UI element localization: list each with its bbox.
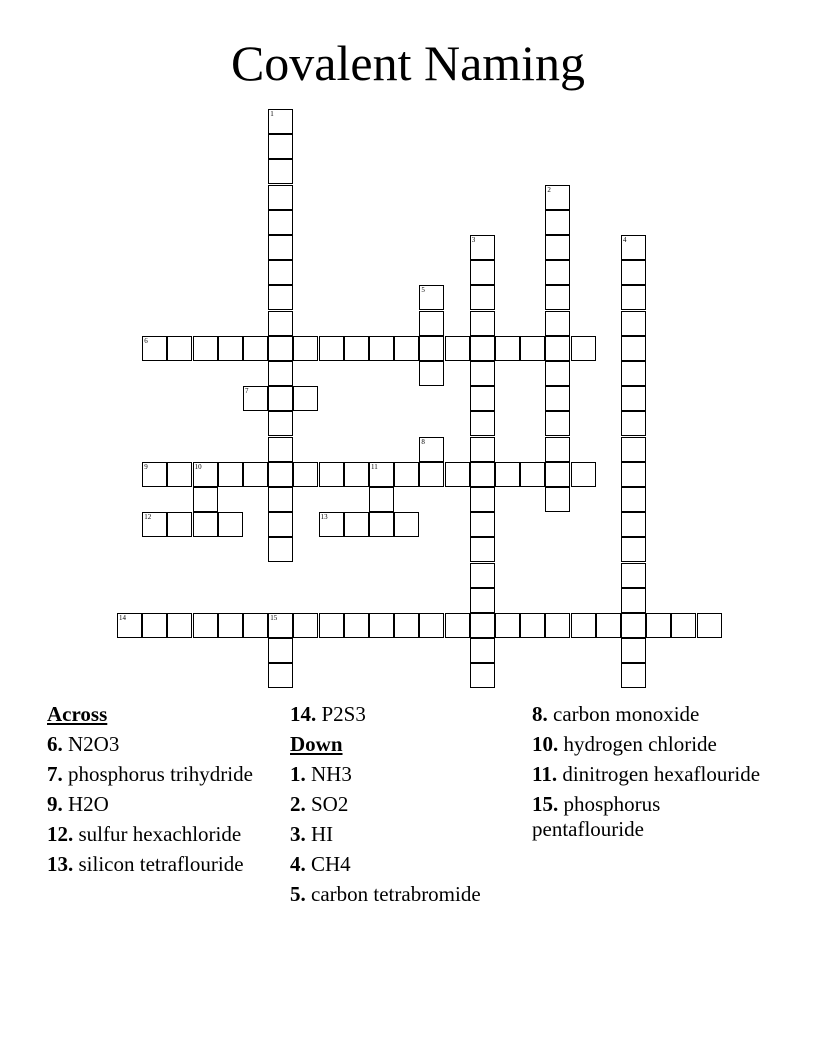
clue-across-14: [290, 702, 520, 727]
grid-cell[interactable]: [344, 336, 369, 361]
grid-cell[interactable]: [243, 386, 268, 411]
clue-text: phosphorus pentaflouride: [532, 792, 661, 841]
grid-cell[interactable]: [268, 386, 293, 411]
clue-down-15: [532, 792, 762, 842]
grid-cell[interactable]: [621, 285, 646, 310]
grid-cell[interactable]: [445, 462, 470, 487]
grid-cell[interactable]: [545, 487, 570, 512]
grid-cell[interactable]: [621, 411, 646, 436]
grid-cell[interactable]: [117, 613, 142, 638]
grid-cell[interactable]: [369, 487, 394, 512]
clue-number-label: 5: [421, 286, 425, 295]
clue-number: 6.: [47, 732, 63, 756]
grid-cell[interactable]: [621, 235, 646, 260]
clue-text: NH3: [311, 762, 352, 786]
grid-cell[interactable]: [545, 411, 570, 436]
grid-cell[interactable]: [470, 487, 495, 512]
grid-cell[interactable]: [596, 613, 621, 638]
grid-cell[interactable]: [369, 613, 394, 638]
grid-cell[interactable]: [495, 462, 520, 487]
down-heading: Down: [290, 732, 343, 756]
grid-cell[interactable]: [268, 210, 293, 235]
clue-number: 4.: [290, 852, 306, 876]
grid-cell[interactable]: [545, 311, 570, 336]
clue-number: 3.: [290, 822, 306, 846]
grid-cell[interactable]: [545, 210, 570, 235]
grid-cell[interactable]: [470, 311, 495, 336]
clue-number-label: 3: [471, 236, 476, 244]
grid-cell[interactable]: [193, 336, 218, 361]
grid-cell[interactable]: [268, 285, 293, 310]
clue-number-label: 11: [371, 462, 378, 471]
grid-cell[interactable]: [268, 437, 293, 462]
grid-cell[interactable]: [268, 462, 293, 487]
grid-cell[interactable]: [445, 336, 470, 361]
grid-cell[interactable]: [268, 411, 293, 436]
grid-cell[interactable]: [621, 613, 646, 638]
clue-number: 12.: [47, 822, 74, 846]
grid-cell[interactable]: [621, 663, 646, 688]
grid-cell[interactable]: [167, 336, 192, 361]
clue-number-label: 15: [270, 614, 278, 622]
clue-number: 8.: [532, 702, 548, 726]
grid-cell[interactable]: [545, 437, 570, 462]
clue-text: CH4: [311, 852, 351, 876]
grid-cell[interactable]: [319, 613, 344, 638]
grid-cell[interactable]: [545, 613, 570, 638]
grid-cell[interactable]: [545, 462, 570, 487]
grid-cell[interactable]: [268, 109, 293, 134]
grid-cell[interactable]: [218, 336, 243, 361]
grid-cell[interactable]: [470, 386, 495, 411]
grid-cell[interactable]: [470, 361, 495, 386]
grid-cell[interactable]: [495, 336, 520, 361]
grid-cell[interactable]: [193, 487, 218, 512]
grid-cell[interactable]: [545, 285, 570, 310]
grid-cell[interactable]: [268, 311, 293, 336]
grid-cell[interactable]: [520, 336, 545, 361]
clue-down-5: [290, 882, 520, 907]
grid-cell[interactable]: [545, 361, 570, 386]
grid-cell[interactable]: [293, 613, 318, 638]
grid-cell[interactable]: [268, 361, 293, 386]
grid-cell[interactable]: [142, 512, 167, 537]
clue-text: N2O3: [68, 732, 120, 756]
clue-down-4: [290, 852, 520, 877]
grid-cell[interactable]: [268, 537, 293, 562]
clue-number: 15.: [532, 792, 559, 816]
grid-cell[interactable]: [268, 663, 293, 688]
grid-cell[interactable]: [293, 462, 318, 487]
grid-cell[interactable]: [268, 336, 293, 361]
grid-cell[interactable]: [520, 462, 545, 487]
grid-cell[interactable]: [495, 613, 520, 638]
grid-cell[interactable]: [571, 336, 596, 361]
grid-cell[interactable]: [319, 512, 344, 537]
clue-number: 2.: [290, 792, 306, 816]
grid-cell[interactable]: [268, 185, 293, 210]
grid-cell[interactable]: [697, 613, 722, 638]
grid-cell[interactable]: [470, 663, 495, 688]
grid-cell[interactable]: [545, 235, 570, 260]
clue-text: sulfur hexachloride: [78, 822, 242, 846]
grid-cell[interactable]: [369, 462, 394, 487]
clue-text: carbon tetrabromide: [311, 882, 481, 906]
grid-cell[interactable]: [268, 134, 293, 159]
grid-cell[interactable]: [419, 437, 444, 462]
grid-cell[interactable]: [268, 260, 293, 285]
grid-cell[interactable]: [319, 336, 344, 361]
grid-cell[interactable]: [268, 512, 293, 537]
clue-number-label: 2: [547, 185, 551, 194]
grid-cell[interactable]: [621, 537, 646, 562]
clue-number-label: 7: [245, 387, 249, 396]
grid-cell[interactable]: [470, 588, 495, 613]
grid-cell[interactable]: [470, 638, 495, 663]
page-title: Covalent Naming: [230, 35, 586, 91]
clue-down-1: [290, 762, 520, 787]
grid-cell[interactable]: [243, 462, 268, 487]
clue-text: phosphorus trihydride: [68, 762, 253, 786]
grid-cell[interactable]: [621, 462, 646, 487]
clue-across-7: [47, 762, 277, 787]
grid-cell[interactable]: [268, 638, 293, 663]
grid-cell[interactable]: [470, 512, 495, 537]
grid-cell[interactable]: [218, 512, 243, 537]
grid-cell[interactable]: [621, 437, 646, 462]
clue-number-label: 6: [144, 336, 148, 345]
clue-across-12: [47, 822, 277, 847]
clue-down-11: [532, 762, 762, 787]
grid-cell[interactable]: [419, 613, 444, 638]
grid-cell[interactable]: [520, 613, 545, 638]
clue-across-6: [47, 732, 277, 757]
grid-cell[interactable]: [218, 613, 243, 638]
grid-cell[interactable]: [419, 361, 444, 386]
clue-column-2: [290, 702, 520, 912]
clue-number-label: 9: [144, 462, 148, 471]
grid-cell[interactable]: [419, 285, 444, 310]
clue-down-10: [532, 732, 762, 757]
grid-cell[interactable]: [394, 462, 419, 487]
grid-cell[interactable]: [545, 386, 570, 411]
grid-cell[interactable]: [193, 512, 218, 537]
grid-cell[interactable]: [243, 613, 268, 638]
grid-cell[interactable]: [268, 613, 293, 638]
clue-number: 1.: [290, 762, 306, 786]
grid-cell[interactable]: [545, 260, 570, 285]
grid-cell[interactable]: [293, 386, 318, 411]
grid-cell[interactable]: [369, 336, 394, 361]
grid-cell[interactable]: [218, 462, 243, 487]
grid-cell[interactable]: [621, 638, 646, 663]
clue-text: dinitrogen hexaflouride: [562, 762, 761, 786]
grid-cell[interactable]: [142, 336, 167, 361]
grid-cell[interactable]: [394, 336, 419, 361]
grid-cell[interactable]: [142, 613, 167, 638]
grid-cell[interactable]: [470, 411, 495, 436]
grid-cell[interactable]: [470, 563, 495, 588]
clue-number: 14.: [290, 702, 317, 726]
grid-cell[interactable]: [344, 512, 369, 537]
grid-cell[interactable]: [571, 462, 596, 487]
clue-number-label: 13: [320, 513, 328, 522]
grid-cell[interactable]: [621, 512, 646, 537]
grid-cell[interactable]: [470, 336, 495, 361]
clue-number: 5.: [290, 882, 306, 906]
grid-cell[interactable]: [344, 613, 369, 638]
clue-text: P2S3: [321, 702, 366, 726]
grid-cell[interactable]: [545, 336, 570, 361]
clue-column-3: [532, 702, 762, 847]
clue-number-label: 8: [421, 437, 425, 446]
grid-cell[interactable]: [470, 260, 495, 285]
grid-cell[interactable]: [193, 462, 218, 487]
grid-cell[interactable]: [167, 512, 192, 537]
grid-cell[interactable]: [621, 311, 646, 336]
clue-column-1: [47, 702, 277, 882]
clue-text: silicon tetraflouride: [78, 852, 244, 876]
clue-number: 10.: [532, 732, 559, 756]
grid-cell[interactable]: [470, 537, 495, 562]
clue-down-2: [290, 792, 520, 817]
clue-number: 9.: [47, 792, 63, 816]
grid-cell[interactable]: [621, 336, 646, 361]
grid-cell[interactable]: [470, 462, 495, 487]
clue-number-label: 14: [119, 614, 126, 622]
clue-text: carbon monoxide: [553, 702, 700, 726]
grid-cell[interactable]: [470, 613, 495, 638]
grid-cell[interactable]: [344, 462, 369, 487]
grid-cell[interactable]: [419, 462, 444, 487]
grid-cell[interactable]: [621, 386, 646, 411]
clue-number-label: 1: [270, 110, 274, 118]
grid-cell[interactable]: [445, 613, 470, 638]
grid-cell[interactable]: [470, 235, 495, 260]
grid-cell[interactable]: [394, 613, 419, 638]
clue-down-8: [532, 702, 762, 727]
clue-text: hydrogen chloride: [563, 732, 717, 756]
grid-cell[interactable]: [419, 311, 444, 336]
grid-cell[interactable]: [545, 185, 570, 210]
grid-cell[interactable]: [621, 260, 646, 285]
clue-text: H2O: [68, 792, 109, 816]
grid-cell[interactable]: [268, 235, 293, 260]
grid-cell[interactable]: [268, 487, 293, 512]
grid-cell[interactable]: [671, 613, 696, 638]
grid-cell[interactable]: [167, 462, 192, 487]
across-heading: Across: [47, 702, 108, 726]
grid-cell[interactable]: [369, 512, 394, 537]
grid-cell[interactable]: [470, 437, 495, 462]
grid-cell[interactable]: [470, 285, 495, 310]
clue-number-label: 12: [144, 513, 152, 522]
grid-cell[interactable]: [394, 512, 419, 537]
clue-text: SO2: [311, 792, 349, 816]
grid-cell[interactable]: [142, 462, 167, 487]
grid-cell[interactable]: [621, 361, 646, 386]
grid-cell[interactable]: [319, 462, 344, 487]
grid-cell[interactable]: [621, 487, 646, 512]
grid-cell[interactable]: [621, 588, 646, 613]
clue-down-3: [290, 822, 520, 847]
clue-across-13: [47, 852, 277, 877]
clue-number-label: 10: [194, 462, 202, 471]
grid-cell[interactable]: [419, 336, 444, 361]
grid-cell[interactable]: [646, 613, 671, 638]
grid-cell[interactable]: [243, 336, 268, 361]
grid-cell[interactable]: [293, 336, 318, 361]
clue-number: 11.: [532, 762, 558, 786]
grid-cell[interactable]: [621, 563, 646, 588]
grid-cell[interactable]: [167, 613, 192, 638]
clue-text: HI: [311, 822, 334, 846]
clue-number: 7.: [47, 762, 63, 786]
grid-cell[interactable]: [268, 159, 293, 184]
grid-cell[interactable]: [571, 613, 596, 638]
clue-number: 13.: [47, 852, 74, 876]
grid-cell[interactable]: [193, 613, 218, 638]
clue-across-9: [47, 792, 277, 817]
clue-number-label: 4: [623, 236, 627, 244]
